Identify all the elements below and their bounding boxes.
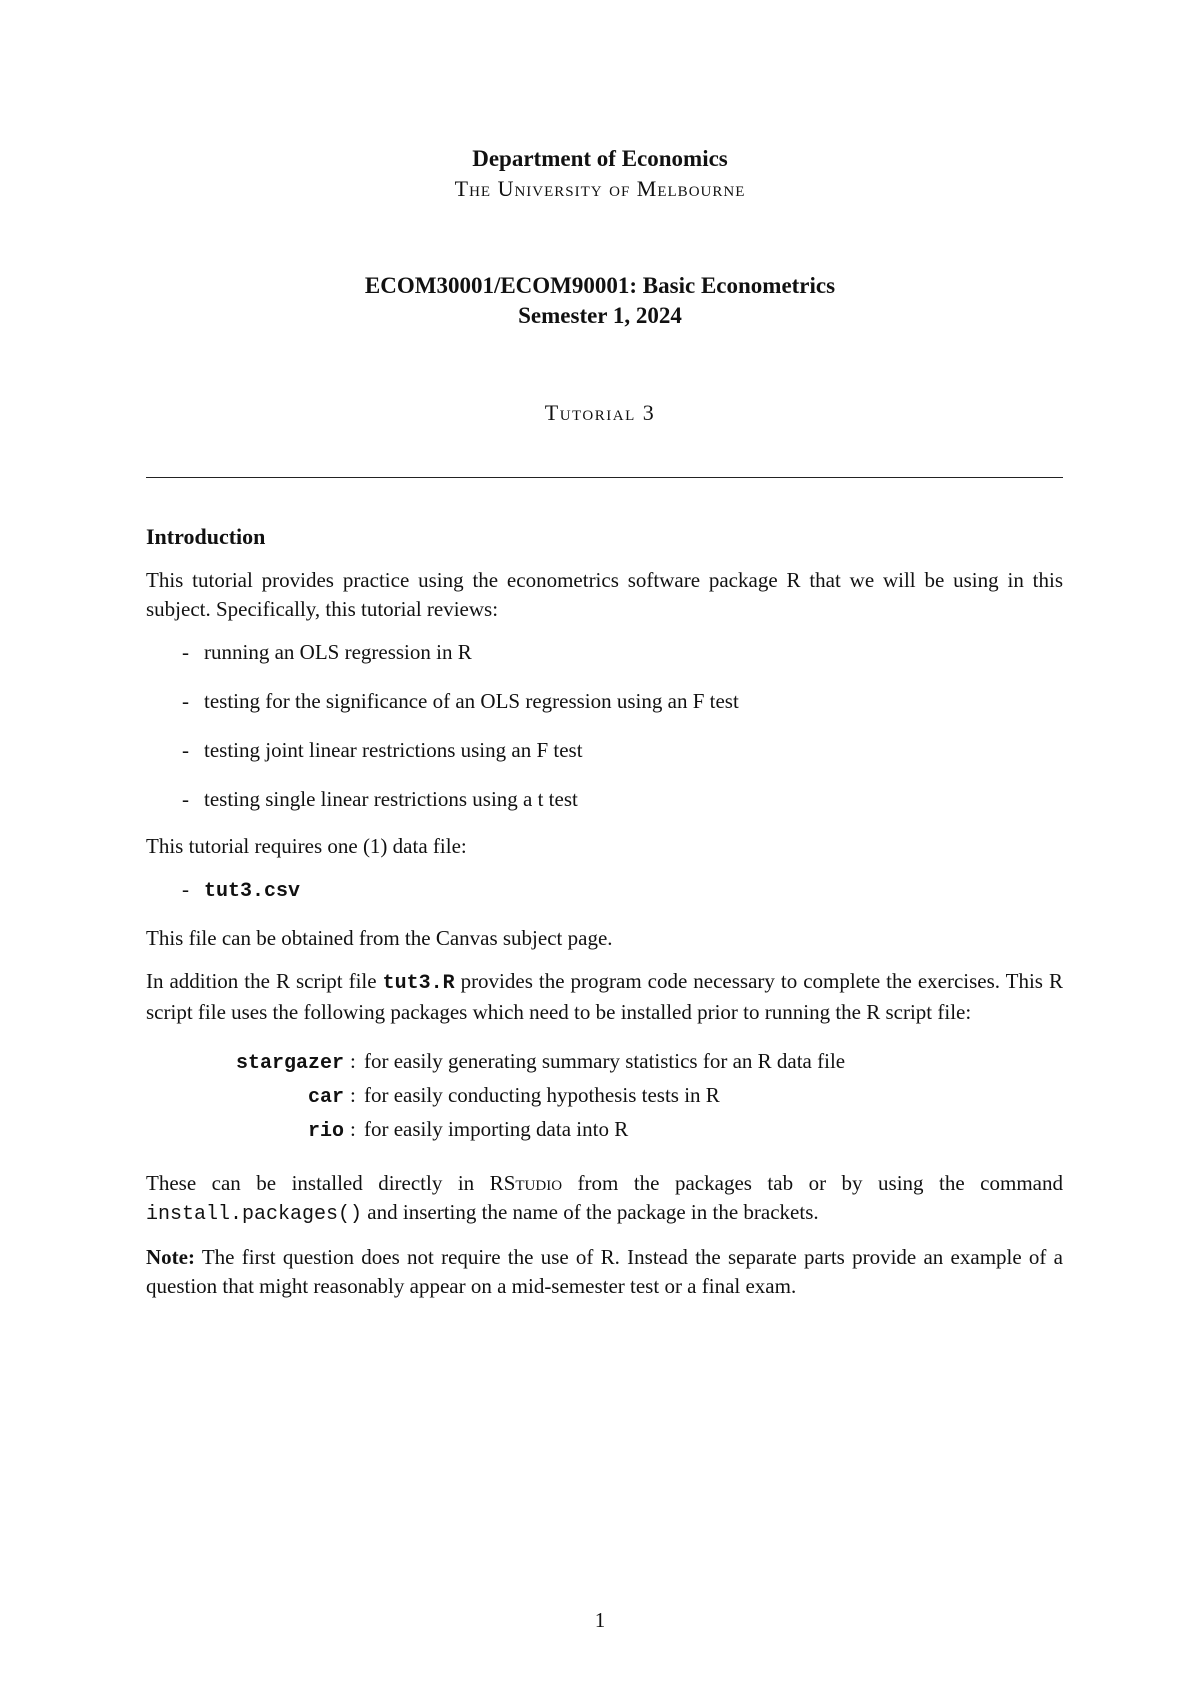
page-number: 1: [594, 1608, 606, 1632]
list-item: - testing for the significance of an OLS regression using an F test: [182, 687, 1063, 716]
package-row: [146, 1081, 1063, 1115]
tutorial-title: Tutorial 3: [544, 400, 656, 425]
package-list: [146, 1047, 1063, 1149]
note-paragraph: [146, 1243, 1063, 1301]
package-name: stargazer: [235, 1052, 344, 1075]
university-name: The University of Melbourne: [454, 176, 746, 201]
install-paragraph: [146, 1169, 1063, 1229]
script-paragraph: [146, 967, 1063, 1027]
package-separator: :: [350, 1049, 356, 1073]
data-file-list: [146, 875, 1063, 906]
package-separator: :: [350, 1083, 356, 1107]
package-separator: :: [350, 1117, 356, 1141]
package-description: for easily conducting hypothesis tests in R: [364, 1083, 720, 1107]
list-item: - testing single linear restrictions using a t test: [182, 785, 1063, 814]
list-item: - running an OLS regression in R: [182, 638, 1063, 667]
list-item: - testing joint linear restrictions using an F test: [182, 736, 1063, 765]
semester-label: Semester 1, 2024: [518, 303, 682, 328]
data-file-paragraph: This tutorial requires one (1) data file:: [146, 834, 467, 858]
package-description: for easily generating summary statistics for an R data file: [364, 1049, 846, 1073]
package-description: for easily importing data into R: [364, 1117, 629, 1141]
rstudio-smallcaps: Studio: [503, 1171, 563, 1195]
install-command: install.packages(): [146, 1203, 363, 1226]
data-file-name: tut3.csv: [204, 880, 301, 903]
note-text: The first question does not require the use of R. Instead the separate parts provide an example of a question that might reasonably appear on a mid-semester test or a final exam.: [146, 1245, 1063, 1298]
script-text-a: In addition the R script file: [146, 969, 383, 993]
list-item: [182, 875, 1063, 906]
review-list: [146, 638, 1063, 814]
package-row: [146, 1047, 1063, 1081]
package-name: rio: [307, 1120, 344, 1143]
section-title-introduction: Introduction: [146, 524, 266, 549]
install-text-a: These can be installed directly in R: [146, 1171, 504, 1195]
department-heading: Department of Economics: [472, 146, 728, 171]
install-text-c: and inserting the name of the package in the brackets.: [362, 1200, 819, 1224]
script-file-name: tut3.R: [382, 972, 455, 995]
note-label: Note:: [146, 1245, 195, 1269]
main-content: [146, 522, 1063, 1315]
intro-paragraph: This tutorial provides practice using the econometrics software package R that we will be using in this subject. Specifically, this tutorial reviews:: [146, 568, 1063, 621]
horizontal-rule: [146, 477, 1063, 478]
script-text-b: provides the program code necessary to complete the exercises. This R script file uses the following packages which need to be installed prior to running the R script file:: [146, 969, 1063, 1024]
install-text-b: from the packages tab or by using the command: [562, 1171, 1063, 1195]
package-row: [146, 1115, 1063, 1149]
canvas-paragraph: This file can be obtained from the Canvas subject page.: [146, 926, 613, 950]
package-name: car: [307, 1086, 344, 1109]
course-title: ECOM30001/ECOM90001: Basic Econometrics: [364, 273, 836, 298]
